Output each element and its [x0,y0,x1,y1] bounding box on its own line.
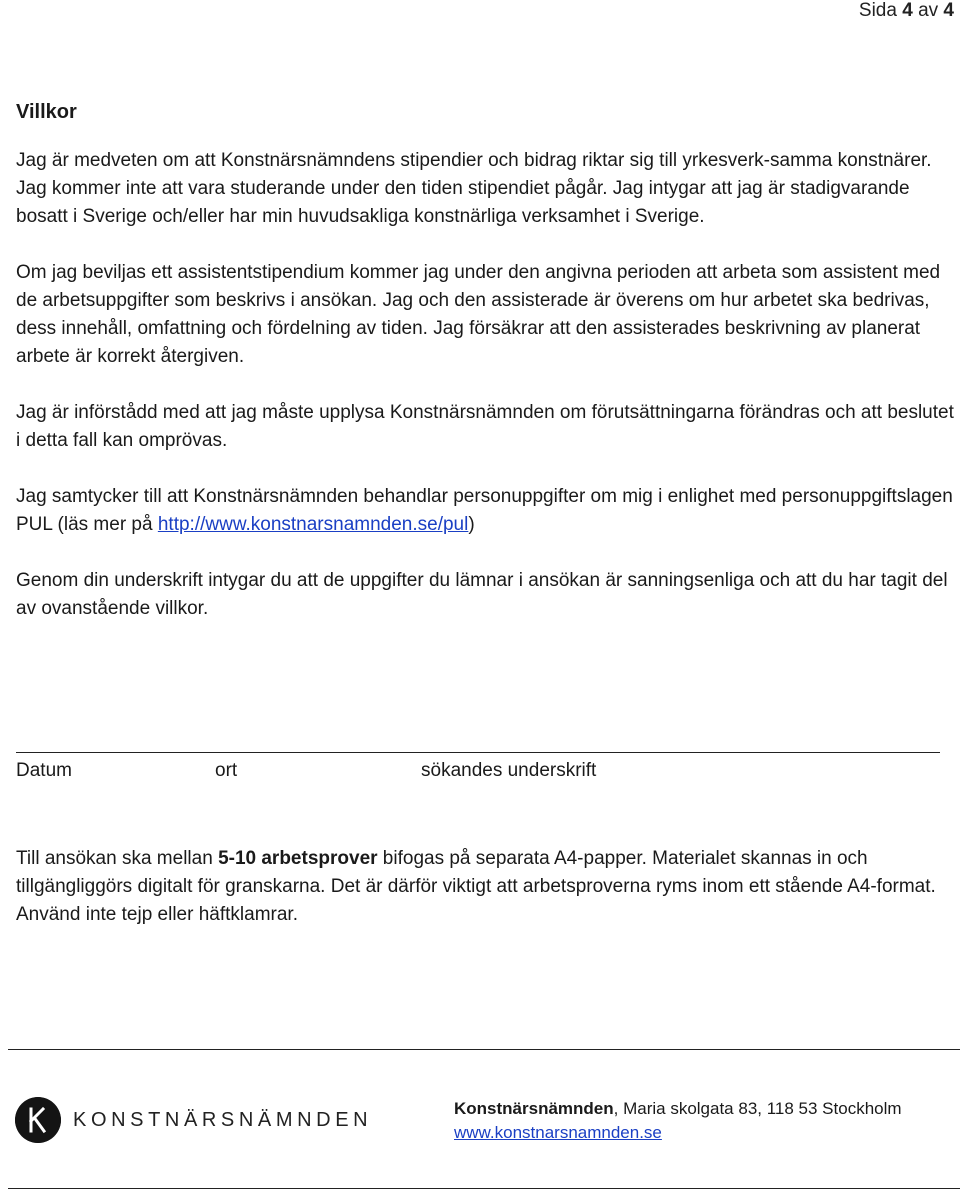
terms-paragraph-2: Om jag beviljas ett assistentstipendium kommer jag under den angivna perioden att arbeta som assistent med de arbetsuppgifter som beskrivs i ansökan. Jag och den assisterade är överens om hur arbetet ska bedrivas, dess innehåll, omfattning och fördelning av tiden. Jag försäkrar att den assisterades beskrivning av planerat arbete är korrekt återgiven. [16,262,941,367]
date-label: Datum [16,760,72,781]
signature-labels [16,760,716,788]
footer-org-name: Konstnärsnämnden [454,1099,614,1118]
attachment-instructions [16,845,956,929]
footer-contact [454,1097,902,1145]
footer-bottom-divider [8,1188,960,1189]
terms-section [16,97,956,651]
footer-address-line [454,1097,902,1121]
page-current: 4 [902,0,913,21]
section-title: Villkor [16,101,77,123]
attach-text-after: bifogas på separata A4-papper. Materialet skannas in och tillgängliggörs digitalt för granskarna. Det är därför viktigt att arbetsproverna ryms inom ett stående A4-format. Använd inte tejp eller häftklamrar. [16,848,936,925]
place-label: ort [215,760,238,781]
footer-divider [8,1049,960,1050]
page-total: 4 [943,0,954,21]
consent-text: Jag samtycker till att Konstnärsnämnden behandlar personuppgifter om mig i enlighet med personuppgiftslagen PUL (läs mer på [16,486,953,535]
organization-logo [15,1095,372,1145]
footer-website-link[interactable]: www.konstnarsnamnden.se [454,1123,662,1142]
attach-text-before: Till ansökan ska mellan [16,848,219,869]
attach-bold: 5-10 arbetsprover [218,848,378,869]
terms-paragraph-5: Genom din underskrift intygar du att de uppgifter du lämnar i ansökan är sanningsenliga och att du har tagit del av ovanstående villkor. [16,570,948,619]
terms-paragraph-4 [16,483,956,539]
logo-wordmark: KONSTNÄRSNÄMNDEN [73,1108,373,1131]
terms-paragraph-3: Jag är införstådd med att jag måste upplysa Konstnärsnämnden om förutsättningarna förändras och att beslutet i detta fall kan omprövas. [16,402,954,451]
page-number [859,0,954,22]
footer-address: , Maria skolgata 83, 118 53 Stockholm [613,1099,902,1118]
terms-paragraph-1: Jag är medveten om att Konstnärsnämndens stipendier och bidrag riktar sig till yrkesverk-samma konstnärer. Jag kommer inte att vara studerande under den tiden stipendiet pågår. Jag intygar att jag är stadigvarande bosatt i Sverige och/eller har min huvudsakliga konstnärliga verksamhet i Sverige. [16,150,932,227]
logo-k-icon [15,1097,61,1143]
signature-line [16,752,940,753]
page-mid: av [912,0,944,21]
pul-link[interactable]: http://www.konstnarsnamnden.se/pul [157,514,469,535]
signature-label: sökandes underskrift [421,760,597,781]
consent-end: ) [468,514,475,535]
page-prefix: Sida [858,0,903,21]
